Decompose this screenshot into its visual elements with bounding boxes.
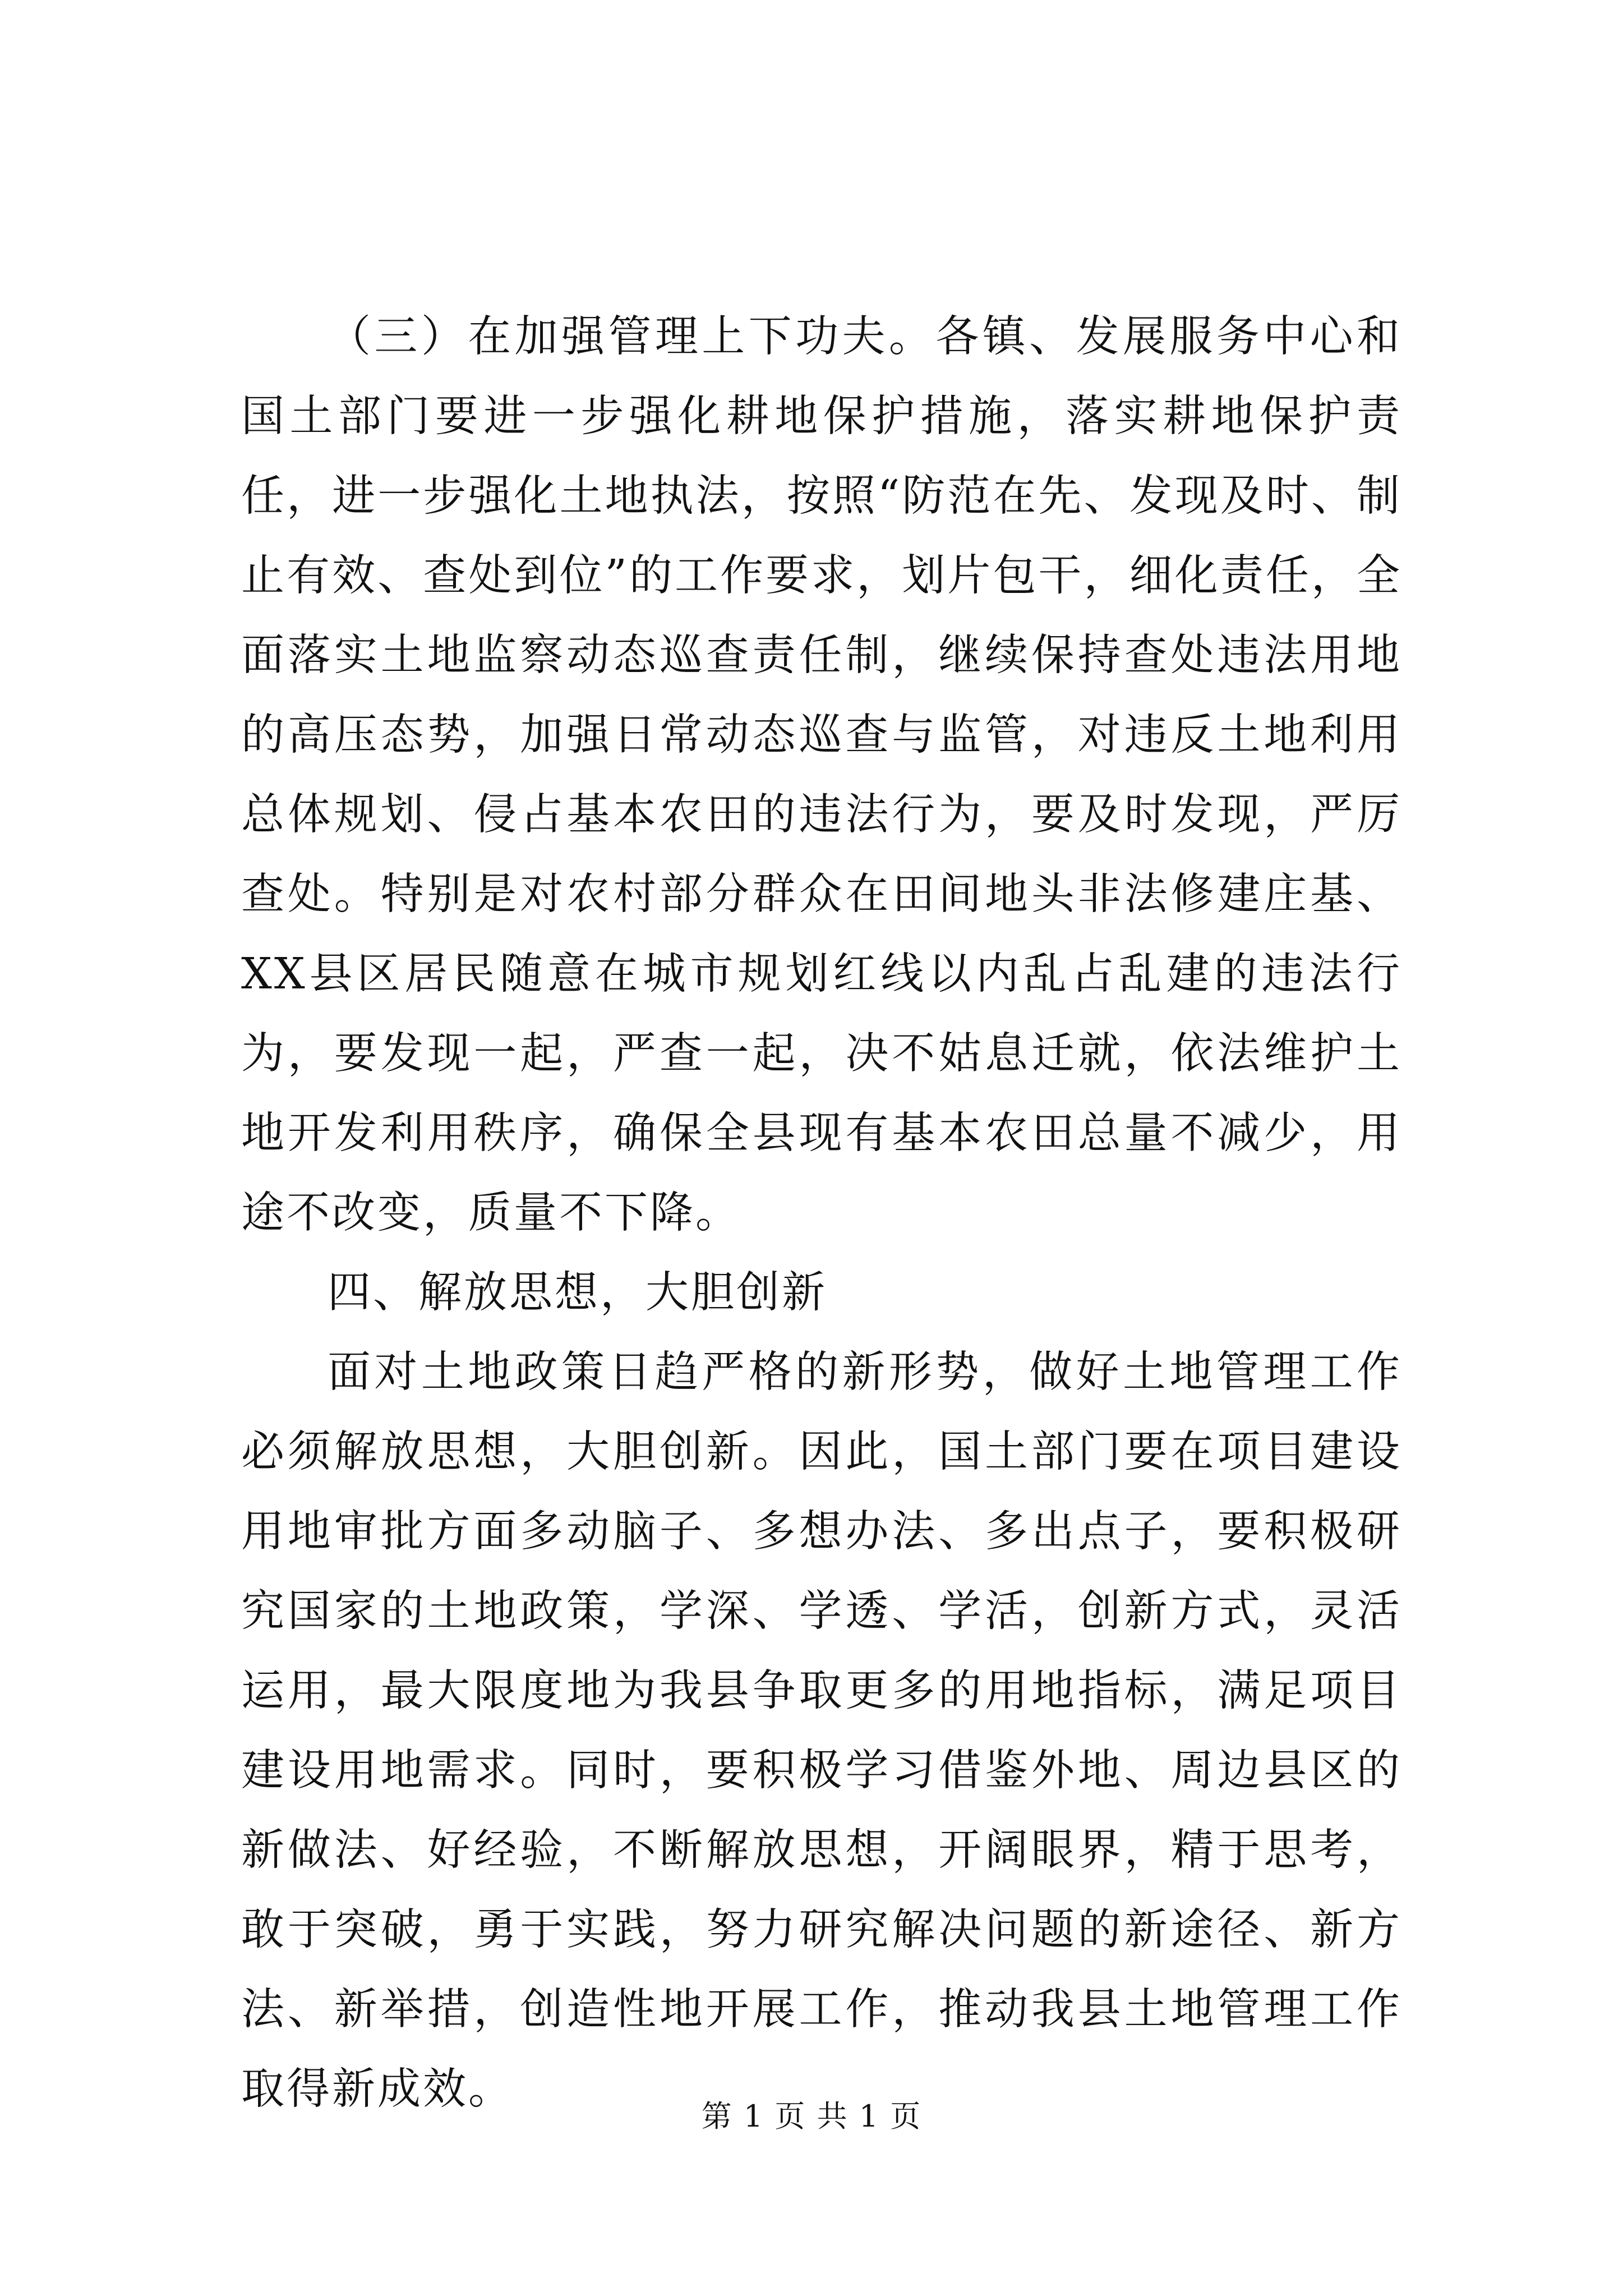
page-number-footer: 第 1 页 共 1 页 xyxy=(701,2099,922,2134)
paragraph-innovation: 面对土地政策日趋严格的新形势，做好土地管理工作必须解放思想，大胆创新。因此，国土部门要在项目建设用地审批方面多动脑子、多想办法、多出点子，要积极研究国家的土地政策，学深、学透、学活，创新方式，灵活运用，最大限度地为我县争取更多的用地指标，满足项目建设用地需求。同时，要积极学习借鉴外地、周边县区的新做法、好经验，不断解放思想，开阔眼界，精于思考，敢于突破，勇于实践，努力研究解决问题的新途径、新方法、新举措，创造性地开展工作，推动我县土地管理工作取得新成效。 xyxy=(241,1347,1402,2114)
paragraph-management: （三）在加强管理上下功夫。各镇、发展服务中心和国土部门要进一步强化耕地保护措施，落实耕地保护责任，进一步强化土地执法，按照“防范在先、发现及时、制止有效、查处到位”的工作要求，划片包干，细化责任，全面落实土地监察动态巡查责任制，继续保持查处违法用地的高压态势，加强日常动态巡查与监管，对违反土地利用总体规划、侵占基本农田的违法行为，要及时发现，严厉查处。特别是对农村部分群众在田间地头非法修建庄基、XX县区居民随意在城市规划红线以内乱占乱建的违法行为，要发现一起，严查一起，决不姑息迁就，依法维护土地开发利用秩序，确保全县现有基本农田总量不减少，用途不改变，质量不下降。 xyxy=(241,312,1402,1238)
document-body xyxy=(241,297,1402,2129)
section-heading: 四、解放思想，大胆创新 xyxy=(328,1268,827,1318)
